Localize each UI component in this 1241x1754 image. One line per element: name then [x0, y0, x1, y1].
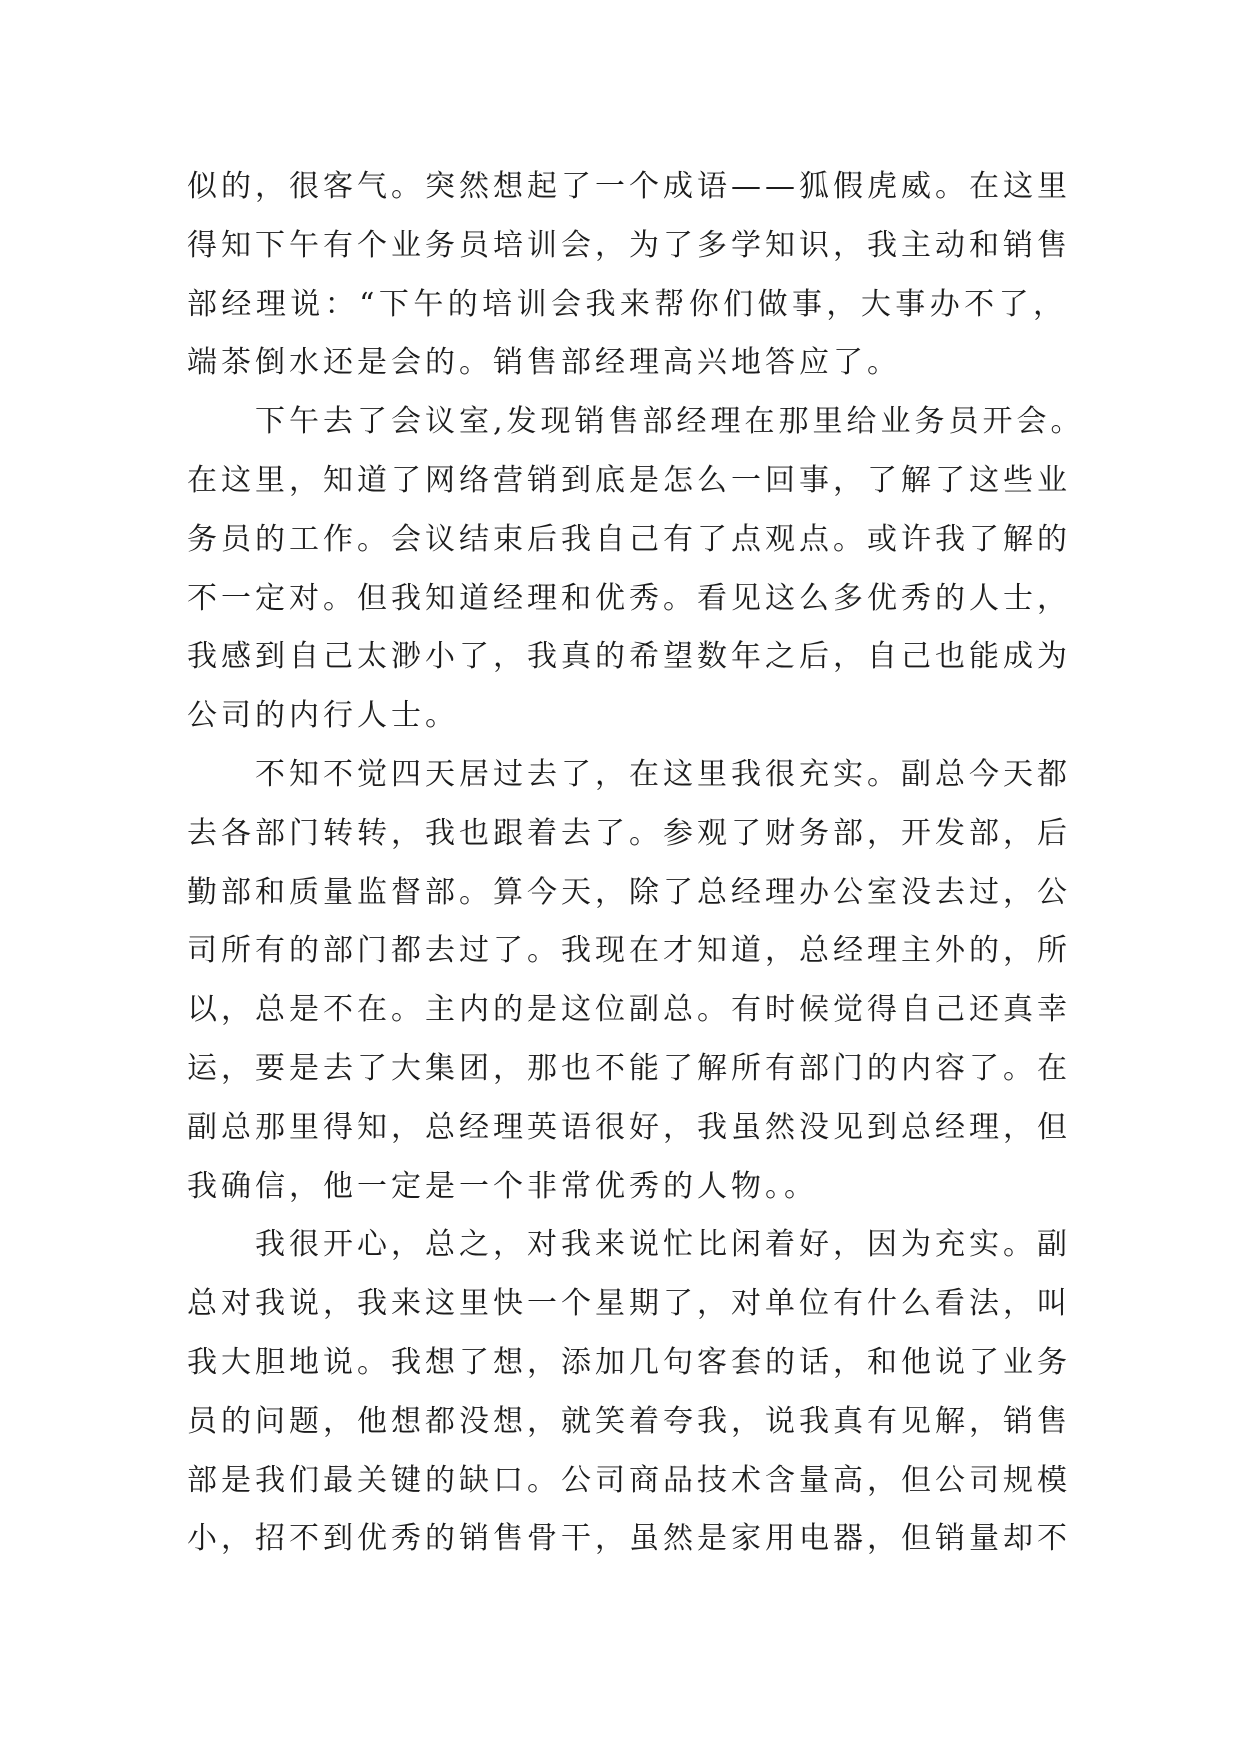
text-line: 我确信，他一定是一个非常优秀的人物。。 — [187, 1168, 818, 1204]
text-line: 去各部门转转，我也跟着去了。参观了财务部，开发部，后 — [187, 815, 1071, 851]
text-line: 似的，很客气。突然想起了一个成语——狐假虎威。在这里 — [187, 169, 1071, 204]
text-line: 勤部和质量监督部。算今天，除了总经理办公室没去过，公 — [187, 874, 1071, 910]
text-line: 副总那里得知，总经理英语很好，我虽然没见到总经理，但 — [187, 1109, 1071, 1145]
text-line: 我大胆地说。我想了想，添加几句客套的话，和他说了业务 — [187, 1344, 1071, 1380]
text-line: 部是我们最关键的缺口。公司商品技术含量高，但公司规模 — [187, 1462, 1071, 1498]
body-text — [187, 158, 1085, 1569]
text-line: 公司的内行人士。 — [187, 698, 459, 734]
text-line: 员的问题，他想都没想，就笑着夸我，说我真有见解，销售 — [187, 1403, 1071, 1439]
paragraph-start-line: 我很开心，总之，对我来说忙比闲着好，因为充实。副 — [255, 1227, 1071, 1263]
paragraph-start-line: 下午去了会议室,发现销售部经理在那里给业务员开会。 — [255, 404, 1085, 440]
text-line: 端茶倒水还是会的。销售部经理高兴地答应了。 — [187, 345, 901, 381]
text-line: 在这里，知道了网络营销到底是怎么一回事，了解了这些业 — [187, 462, 1071, 498]
text-line: 部经理说：“下午的培训会我来帮你们做事，大事办不了， — [187, 286, 1067, 322]
text-line: 得知下午有个业务员培训会，为了多学知识，我主动和销售 — [187, 227, 1071, 263]
text-line: 司所有的部门都去过了。我现在才知道，总经理主外的，所 — [187, 933, 1071, 969]
text-line: 我感到自己太渺小了，我真的希望数年之后，自己也能成为 — [187, 639, 1071, 675]
text-line: 务员的工作。会议结束后我自己有了点观点。或许我了解的 — [187, 521, 1071, 557]
text-line: 运，要是去了大集团，那也不能了解所有部门的内容了。在 — [187, 1050, 1071, 1086]
text-line: 总对我说，我来这里快一个星期了，对单位有什么看法，叫 — [187, 1286, 1071, 1322]
text-line: 不一定对。但我知道经理和优秀。看见这么多优秀的人士， — [187, 580, 1071, 616]
text-line: 小，招不到优秀的销售骨干，虽然是家用电器，但销量却不 — [187, 1521, 1071, 1557]
paragraph-start-line: 不知不觉四天居过去了，在这里我很充实。副总今天都 — [255, 756, 1071, 792]
text-line: 以，总是不在。主内的是这位副总。有时候觉得自己还真幸 — [187, 992, 1071, 1028]
